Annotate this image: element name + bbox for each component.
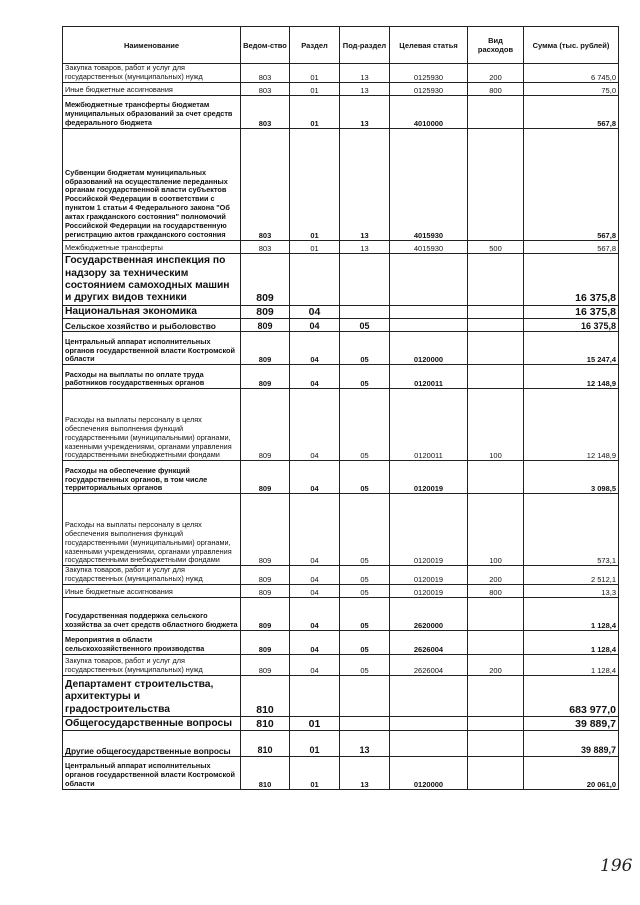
table-cell-vid: 200 [468, 655, 524, 676]
table-row [63, 655, 619, 676]
table-cell-tsel [390, 305, 468, 319]
table-cell-razdel: 04 [290, 332, 340, 365]
table-cell-vid [468, 305, 524, 319]
table-cell-podrazdel: 05 [340, 566, 390, 585]
table-cell-vid: 800 [468, 82, 524, 95]
table-cell-tsel: 4015930 [390, 128, 468, 240]
table-cell-vid [468, 717, 524, 731]
table-cell-name: Межбюджетные трансферты бюджетам муниципальных образований за счет средств федерального бюджета [63, 95, 241, 128]
table-cell-name: Расходы на выплаты персоналу в целях обеспечения выполнения функций государственными (муниципальными) органами, казенными учреждениями, органами управления государственными внебюджетными фондами [63, 494, 241, 566]
table-cell-tsel: 0125930 [390, 82, 468, 95]
col-razdel-header: Раздел [290, 27, 340, 64]
table-cell-razdel: 04 [290, 655, 340, 676]
table-cell-podrazdel: 05 [340, 585, 390, 598]
table-cell-ved: 803 [241, 95, 290, 128]
table-cell-podrazdel: 05 [340, 389, 390, 461]
table-row [63, 389, 619, 461]
table-cell-podrazdel: 05 [340, 655, 390, 676]
table-cell-vid [468, 598, 524, 631]
table-cell-ved: 810 [241, 676, 290, 717]
table-cell-vid [468, 631, 524, 655]
table-cell-podrazdel: 13 [340, 757, 390, 790]
col-ved-header: Ведом-ство [241, 27, 290, 64]
col-tsel-header: Целевая статья [390, 27, 468, 64]
table-cell-ved: 803 [241, 240, 290, 253]
table-cell-tsel [390, 731, 468, 757]
table-cell-name: Закупка товаров, работ и услуг для государственных (муниципальных) нужд [63, 566, 241, 585]
col-podrazdel-header: Под-раздел [340, 27, 390, 64]
table-cell-summa: 15 247,4 [524, 332, 619, 365]
table-row [63, 253, 619, 305]
table-row [63, 585, 619, 598]
table-cell-ved: 809 [241, 631, 290, 655]
table-cell-tsel: 2620000 [390, 598, 468, 631]
table-cell-tsel: 0120011 [390, 365, 468, 389]
table-cell-summa: 16 375,8 [524, 319, 619, 332]
table-cell-razdel: 01 [290, 95, 340, 128]
table-cell-summa: 20 061,0 [524, 757, 619, 790]
table-cell-summa: 3 098,5 [524, 461, 619, 494]
table-cell-podrazdel [340, 305, 390, 319]
table-row [63, 461, 619, 494]
table-cell-podrazdel: 05 [340, 631, 390, 655]
table-cell-name: Расходы на выплаты по оплате труда работников государственных органов [63, 365, 241, 389]
table-cell-podrazdel: 05 [340, 332, 390, 365]
table-cell-vid [468, 332, 524, 365]
table-cell-vid: 200 [468, 566, 524, 585]
table-cell-vid: 800 [468, 585, 524, 598]
table-cell-summa: 567,8 [524, 128, 619, 240]
col-name-header: Наименование [63, 27, 241, 64]
table-row [63, 95, 619, 128]
table-cell-tsel: 4010000 [390, 95, 468, 128]
table-cell-tsel [390, 253, 468, 305]
table-cell-vid [468, 253, 524, 305]
table-row [63, 365, 619, 389]
table-cell-vid [468, 319, 524, 332]
table-cell-summa: 1 128,4 [524, 631, 619, 655]
table-cell-podrazdel [340, 676, 390, 717]
table-row [63, 731, 619, 757]
table-cell-tsel: 2626004 [390, 631, 468, 655]
table-cell-razdel: 01 [290, 731, 340, 757]
table-cell-ved: 809 [241, 655, 290, 676]
table-cell-vid [468, 128, 524, 240]
table-cell-vid [468, 365, 524, 389]
table-cell-vid [468, 461, 524, 494]
table-cell-tsel: 0125930 [390, 64, 468, 83]
table-cell-ved: 809 [241, 585, 290, 598]
table-cell-ved: 809 [241, 332, 290, 365]
table-cell-ved: 803 [241, 128, 290, 240]
table-row [63, 305, 619, 319]
table-cell-ved: 809 [241, 494, 290, 566]
table-cell-name: Субвенции бюджетам муниципальных образований на осуществление переданных органам государственной власти субъектов Российской Федерации в соответствии с пунктом 1 статьи 4 Федерального закона "Об актах гражданского состояния" полномочий Российской Федерации на государственную регистрацию актов гражданского состояния [63, 128, 241, 240]
table-cell-name: Расходы на обеспечение функций государственных органов, в том числе территориальных органов [63, 461, 241, 494]
table-cell-podrazdel [340, 717, 390, 731]
table-row [63, 494, 619, 566]
table-cell-name: Общегосударственные вопросы [63, 717, 241, 731]
table-row [63, 676, 619, 717]
table-cell-vid: 500 [468, 240, 524, 253]
table-cell-vid: 100 [468, 389, 524, 461]
table-cell-tsel: 0120019 [390, 585, 468, 598]
table-cell-podrazdel: 13 [340, 240, 390, 253]
table-cell-razdel: 04 [290, 631, 340, 655]
table-cell-vid [468, 731, 524, 757]
table-cell-summa: 16 375,8 [524, 305, 619, 319]
table-cell-ved: 809 [241, 305, 290, 319]
table-row [63, 598, 619, 631]
header-row [63, 27, 619, 64]
table-cell-summa: 39 889,7 [524, 717, 619, 731]
table-cell-ved: 809 [241, 389, 290, 461]
table-row [63, 717, 619, 731]
table-cell-tsel: 0120000 [390, 332, 468, 365]
table-cell-ved: 809 [241, 598, 290, 631]
table-cell-podrazdel: 05 [340, 461, 390, 494]
table-cell-tsel [390, 676, 468, 717]
table-cell-podrazdel [340, 253, 390, 305]
table-cell-razdel: 04 [290, 305, 340, 319]
table-row [63, 566, 619, 585]
table-cell-name: Мероприятия в области сельскохозяйственного производства [63, 631, 241, 655]
table-cell-razdel: 04 [290, 585, 340, 598]
table-cell-razdel: 01 [290, 128, 340, 240]
table-cell-ved: 810 [241, 731, 290, 757]
table-cell-podrazdel: 05 [340, 319, 390, 332]
table-cell-razdel: 04 [290, 319, 340, 332]
table-cell-razdel: 04 [290, 566, 340, 585]
table-cell-tsel: 0120019 [390, 494, 468, 566]
table-row [63, 631, 619, 655]
table-cell-summa: 13,3 [524, 585, 619, 598]
table-cell-summa: 567,8 [524, 240, 619, 253]
table-cell-ved: 803 [241, 82, 290, 95]
table-cell-summa: 573,1 [524, 494, 619, 566]
table-cell-ved: 809 [241, 253, 290, 305]
table-cell-tsel [390, 717, 468, 731]
table-cell-name: Закупка товаров, работ и услуг для государственных (муниципальных) нужд [63, 64, 241, 83]
table-cell-podrazdel: 05 [340, 365, 390, 389]
table-cell-summa: 75,0 [524, 82, 619, 95]
table-cell-summa: 1 128,4 [524, 655, 619, 676]
table-cell-podrazdel: 13 [340, 731, 390, 757]
table-cell-summa: 39 889,7 [524, 731, 619, 757]
table-cell-podrazdel: 05 [340, 598, 390, 631]
table-cell-razdel: 04 [290, 365, 340, 389]
table-cell-tsel: 4015930 [390, 240, 468, 253]
table-cell-summa: 12 148,9 [524, 365, 619, 389]
table-cell-summa: 6 745,0 [524, 64, 619, 83]
table-cell-podrazdel: 13 [340, 64, 390, 83]
table-cell-ved: 809 [241, 319, 290, 332]
table-row [63, 128, 619, 240]
table-cell-ved: 810 [241, 717, 290, 731]
table-cell-name: Государственная поддержка сельского хозяйства за счет средств областного бюджета [63, 598, 241, 631]
table-cell-razdel [290, 676, 340, 717]
table-cell-ved: 809 [241, 566, 290, 585]
table-cell-name: Иные бюджетные ассигнования [63, 82, 241, 95]
table-cell-tsel: 2626004 [390, 655, 468, 676]
table-row [63, 319, 619, 332]
table-cell-razdel [290, 253, 340, 305]
table-cell-tsel: 0120000 [390, 757, 468, 790]
table-cell-name: Другие общегосударственные вопросы [63, 731, 241, 757]
table-row [63, 332, 619, 365]
table-cell-tsel: 0120019 [390, 566, 468, 585]
table-cell-name: Департамент строительства, архитектуры и градостроительства [63, 676, 241, 717]
table-cell-ved: 803 [241, 64, 290, 83]
table-cell-name: Сельское хозяйство и рыболовство [63, 319, 241, 332]
table-cell-podrazdel: 05 [340, 494, 390, 566]
table-cell-razdel: 01 [290, 240, 340, 253]
table-cell-podrazdel: 13 [340, 82, 390, 95]
table-cell-name: Центральный аппарат исполнительных органов государственной власти Костромской области [63, 332, 241, 365]
table-cell-razdel: 01 [290, 82, 340, 95]
col-vid-header: Вид расходов [468, 27, 524, 64]
table-cell-name: Иные бюджетные ассигнования [63, 585, 241, 598]
table-cell-razdel: 04 [290, 494, 340, 566]
page-number: 196 [600, 856, 633, 876]
table-cell-ved: 809 [241, 461, 290, 494]
table-cell-razdel: 01 [290, 717, 340, 731]
table-cell-vid [468, 95, 524, 128]
table-row [63, 82, 619, 95]
table-cell-name: Межбюджетные трансферты [63, 240, 241, 253]
table-cell-name: Государственная инспекция по надзору за техническим состоянием самоходных машин и других видов техники [63, 253, 241, 305]
table-cell-razdel: 04 [290, 461, 340, 494]
table-cell-vid [468, 757, 524, 790]
col-summa-header: Сумма (тыс. рублей) [524, 27, 619, 64]
budget-table [62, 26, 619, 790]
table-cell-razdel: 04 [290, 389, 340, 461]
table-cell-vid: 200 [468, 64, 524, 83]
table-cell-razdel: 01 [290, 757, 340, 790]
table-cell-ved: 810 [241, 757, 290, 790]
table-cell-summa: 567,8 [524, 95, 619, 128]
table-cell-vid: 100 [468, 494, 524, 566]
table-cell-name: Закупка товаров, работ и услуг для государственных (муниципальных) нужд [63, 655, 241, 676]
table-cell-podrazdel: 13 [340, 95, 390, 128]
table-cell-name: Национальная экономика [63, 305, 241, 319]
table-cell-vid [468, 676, 524, 717]
table-cell-summa: 12 148,9 [524, 389, 619, 461]
table-cell-summa: 2 512,1 [524, 566, 619, 585]
table-cell-razdel: 01 [290, 64, 340, 83]
table-cell-razdel: 04 [290, 598, 340, 631]
table-cell-name: Центральный аппарат исполнительных органов государственной власти Костромской области [63, 757, 241, 790]
table-row [63, 757, 619, 790]
table-row [63, 240, 619, 253]
table-cell-ved: 809 [241, 365, 290, 389]
table-cell-summa: 683 977,0 [524, 676, 619, 717]
table-cell-tsel: 0120019 [390, 461, 468, 494]
table-row [63, 64, 619, 83]
table-cell-summa: 16 375,8 [524, 253, 619, 305]
table-cell-tsel: 0120011 [390, 389, 468, 461]
table-cell-name: Расходы на выплаты персоналу в целях обеспечения выполнения функций государственными (муниципальными) органами, казенными учреждениями, органами управления государственными внебюджетными фондами [63, 389, 241, 461]
table-cell-podrazdel: 13 [340, 128, 390, 240]
table-cell-tsel [390, 319, 468, 332]
table-cell-summa: 1 128,4 [524, 598, 619, 631]
